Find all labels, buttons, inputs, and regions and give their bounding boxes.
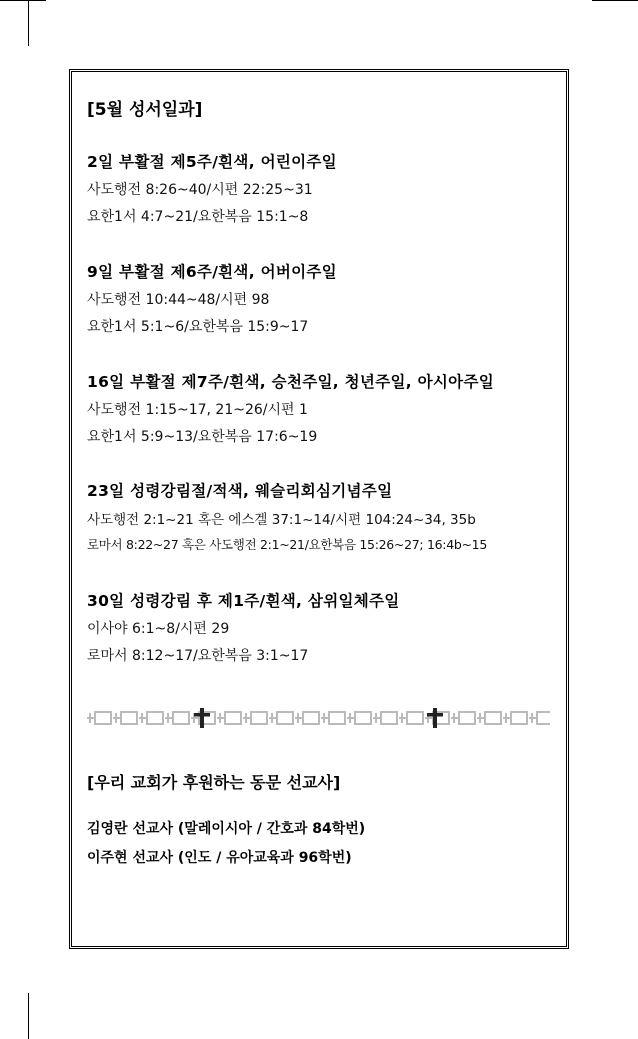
reading-line: 사도행전 2:1~21 혹은 에스겔 37:1~14/시편 104:24~34, 35b	[87, 512, 476, 528]
crop-mark	[28, 993, 29, 1039]
reading-line: 로마서 8:22~27 혹은 사도행전 2:1~21/요한복음 15:26~27; 16:4b~15	[87, 537, 487, 552]
missionary-item: 이주현 선교사 (인도 / 유아교육과 96학번)	[87, 850, 352, 866]
missionaries-title: [우리 교회가 후원하는 동문 선교사]	[87, 773, 341, 792]
reading-line: 요한1서 5:9~13/요한복음 17:6~19	[87, 429, 318, 445]
missionary-item: 김영란 선교사 (말레이시아 / 간호과 84학번)	[87, 821, 366, 837]
section-heading: 16일 부활절 제7주/흰색, 승천주일, 청년주일, 아시아주일	[87, 373, 494, 391]
reading-line: 사도행전 10:44~48/시편 98	[87, 292, 270, 308]
page-title: [5월 성서일과]	[87, 100, 203, 120]
chain-pattern	[87, 712, 550, 724]
section-heading: 9일 부활절 제6주/흰색, 어버이주일	[87, 263, 337, 281]
reading-line: 이사야 6:1~8/시편 29	[87, 621, 230, 637]
section-heading: 2일 부활절 제5주/흰색, 어린이주일	[87, 153, 337, 171]
reading-line: 요한1서 4:7~21/요한복음 15:1~8	[87, 209, 309, 225]
reading-line: 사도행전 8:26~40/시편 22:25~31	[87, 182, 313, 198]
crop-mark	[28, 0, 29, 46]
crop-mark	[0, 0, 46, 1]
crop-mark	[592, 0, 638, 1]
section-heading: 23일 성령강림절/적색, 웨슬리회심기념주일	[87, 482, 393, 500]
reading-line: 로마서 8:12~17/요한복음 3:1~17	[87, 648, 309, 664]
cross-chain-divider	[87, 708, 550, 728]
reading-line: 사도행전 1:15~17, 21~26/시편 1	[87, 402, 308, 418]
reading-line: 요한1서 5:1~6/요한복음 15:9~17	[87, 319, 309, 335]
section-heading: 30일 성령강림 후 제1주/흰색, 삼위일체주일	[87, 592, 400, 610]
